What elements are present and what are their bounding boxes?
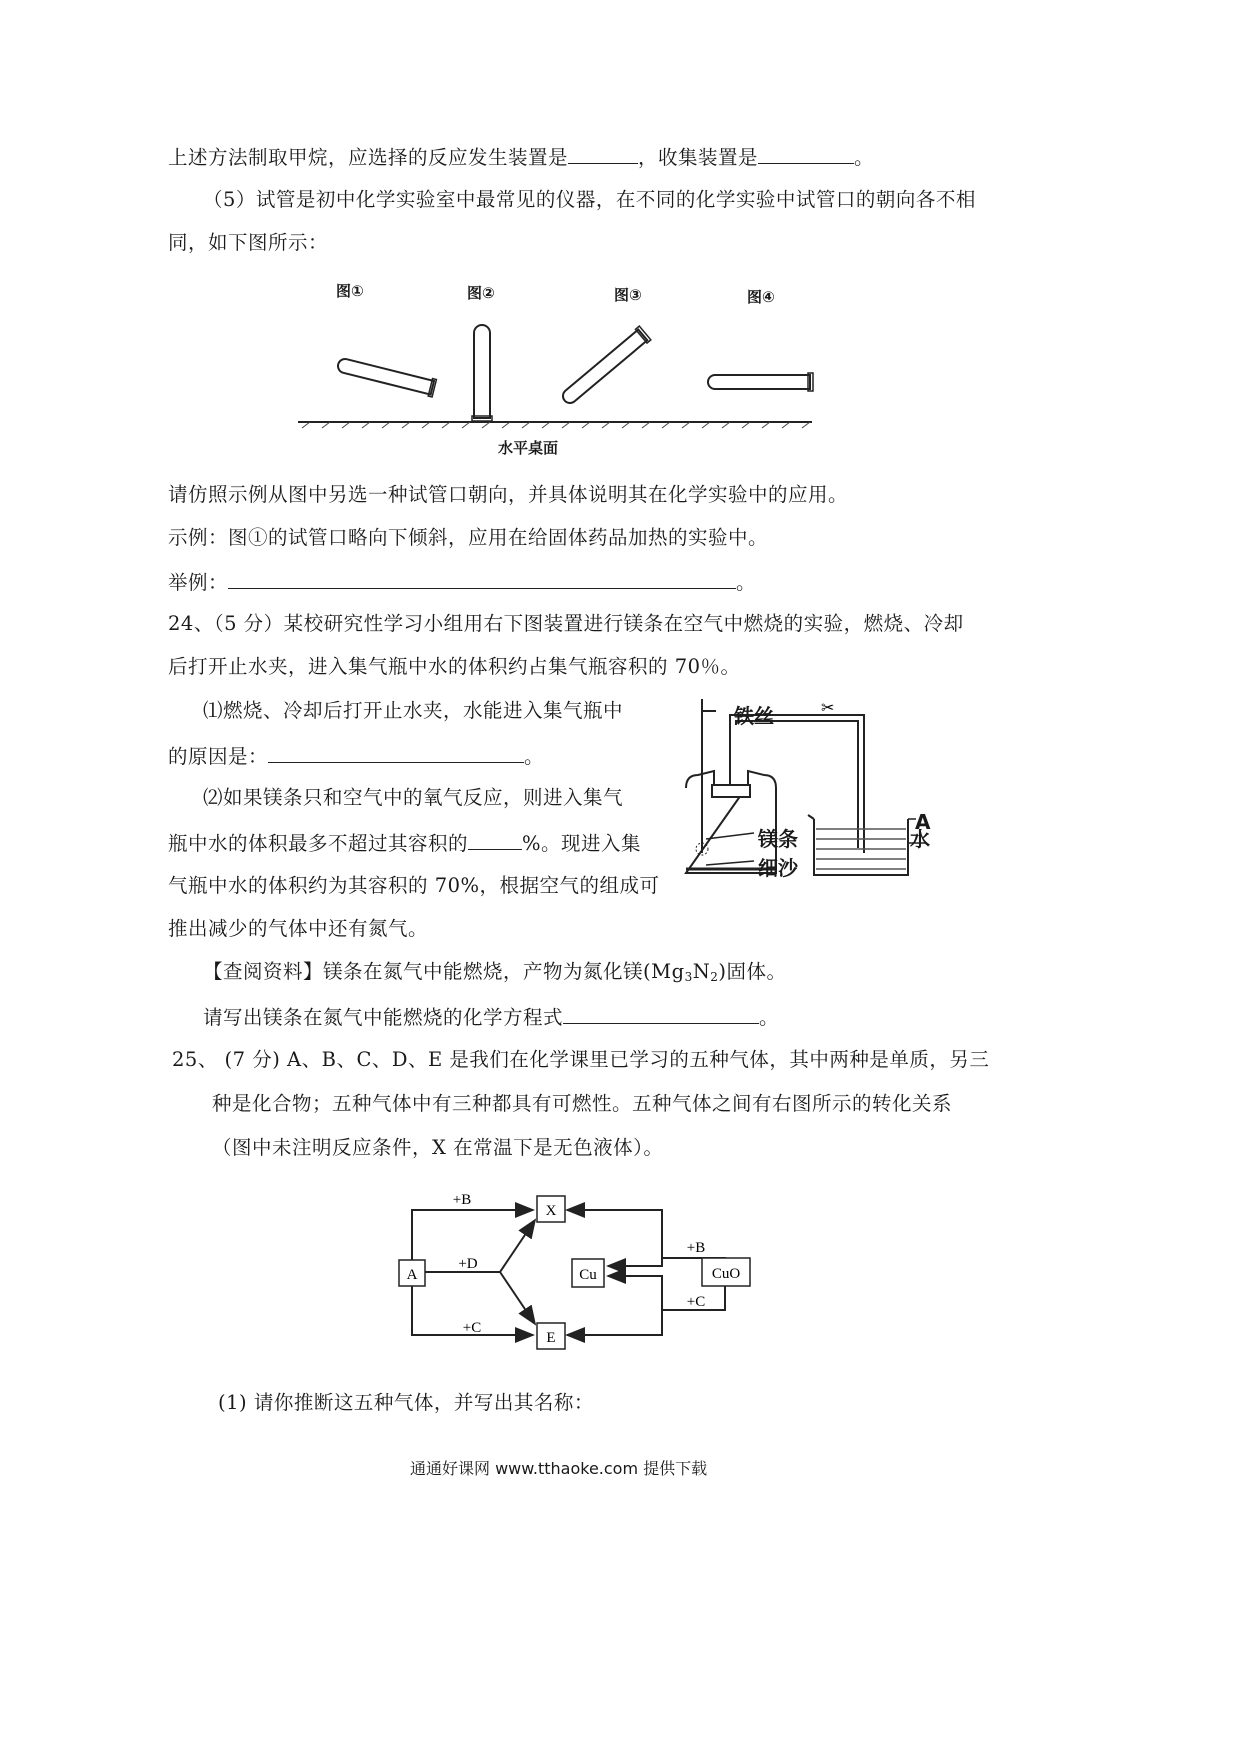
clamp-icon: ✂ [821, 700, 835, 717]
example-line: 示例：图①的试管口略向下倾斜，应用在给固体药品加热的实验中。 [168, 526, 769, 549]
answer-blank-example[interactable] [228, 568, 736, 589]
table-surface-label: 水平桌面 [498, 439, 559, 457]
methane-question-line: 上述方法制取甲烷，应选择的反应发生装置是 ，收集装置是 。 [168, 143, 874, 171]
mg-ribbon-label: 镁条 [758, 827, 798, 851]
q25-line1: 25、 (7 分) A、B、C、D、E 是我们在化学课里已学习的五种气体，其中两种是单质，另三 [172, 1048, 990, 1071]
tube-label-3: 图③ [614, 286, 642, 304]
water-label: 水 [910, 827, 930, 851]
answer-blank-equation[interactable] [563, 1003, 759, 1024]
your-example-line: 举例： 。 [168, 568, 756, 596]
equation-line: 请写出镁条在氮气中能燃烧的化学方程式 。 [203, 1003, 779, 1031]
q24-line1: 24、（5 分）某校研究性学习小组用右下图装置进行镁条在空气中燃烧的实验，燃烧、冷却 [168, 612, 964, 635]
water-lines [816, 829, 906, 869]
tube-label-2: 图② [467, 284, 495, 302]
label-a: A [915, 810, 931, 834]
q24-2-line1: ⑵如果镁条只和空气中的氧气反应，则进入集气 [203, 786, 624, 809]
reference-line: 【查阅资料】镁条在氮气中能燃烧，产物为氮化镁$(Mg_3N_2)$固体。 [203, 960, 787, 984]
q5-text-line2: 同，如下图所示： [168, 231, 329, 254]
edge-a-to-x [412, 1210, 533, 1260]
fine-sand-label: 细沙 [758, 856, 798, 880]
answer-blank-percent[interactable] [468, 829, 522, 850]
tube-label-4: 图④ [747, 288, 775, 306]
edge-label-plus-b-top: +B [452, 1192, 472, 1208]
test-tube-2 [472, 325, 492, 421]
mg-combustion-apparatus [656, 693, 946, 883]
edge-label-plus-c-bottom: +C [462, 1320, 482, 1336]
q24-line2: 后打开止水夹，进入集气瓶中水的体积约占集气瓶容积的 70％。 [168, 655, 741, 678]
node-x-label: X [545, 1203, 557, 1219]
node-cuo-label: CuO [711, 1266, 741, 1282]
q24-2-line4: 推出减少的气体中还有氮气。 [168, 917, 429, 940]
page-footer: 通通好课网 www.tthaoke.com 提供下载 [410, 1459, 708, 1478]
test-tube-3 [559, 326, 651, 407]
node-e-label: E [546, 1330, 556, 1346]
q24-1-line2: 的原因是： 。 [168, 742, 544, 770]
edge-label-plus-d: +D [458, 1256, 478, 1272]
answer-blank-reason[interactable] [268, 742, 524, 763]
q5-text-line1: （5）试管是初中化学实验室中最常见的仪器，在不同的化学实验中试管口的朝向各不相 [203, 188, 976, 211]
q25-line3: （图中未注明反应条件，X 在常温下是无色液体）。 [212, 1136, 664, 1159]
q24-1-line1: ⑴燃烧、冷却后打开止水夹，水能进入集气瓶中 [203, 699, 624, 722]
beaker [814, 819, 908, 875]
imitate-instruction: 请仿照示例从图中另选一种试管口朝向，并具体说明其在化学实验中的应用。 [168, 483, 849, 506]
iron-wire-label: 铁丝 [734, 704, 774, 728]
edge-label-plus-b-right: +B [686, 1240, 706, 1256]
q24-2-line3: 气瓶中水的体积约为其容积的 70%，根据空气的组成可 [168, 874, 660, 897]
test-tube-4 [708, 373, 813, 391]
node-cu-label: Cu [579, 1267, 597, 1283]
test-tube-figure [290, 278, 820, 458]
edge-label-plus-c-right: +C [686, 1294, 706, 1310]
node-a-label: A [406, 1267, 418, 1283]
q25-part1: (1) 请你推断这五种气体，并写出其名称： [218, 1391, 594, 1414]
q25-line2: 种是化合物；五种气体中有三种都具有可燃性。五种气体之间有右图所示的转化关系 [212, 1092, 953, 1115]
tube-label-1: 图① [336, 282, 364, 300]
rubber-stopper [712, 785, 750, 797]
q24-2-line2: 瓶中水的体积最多不超过其容积的 %。现进入集 [168, 829, 641, 857]
test-tube-1 [336, 356, 436, 397]
gas-conversion-diagram [390, 1180, 770, 1355]
answer-blank-collector[interactable] [758, 143, 854, 164]
answer-blank-generator[interactable] [568, 143, 638, 164]
